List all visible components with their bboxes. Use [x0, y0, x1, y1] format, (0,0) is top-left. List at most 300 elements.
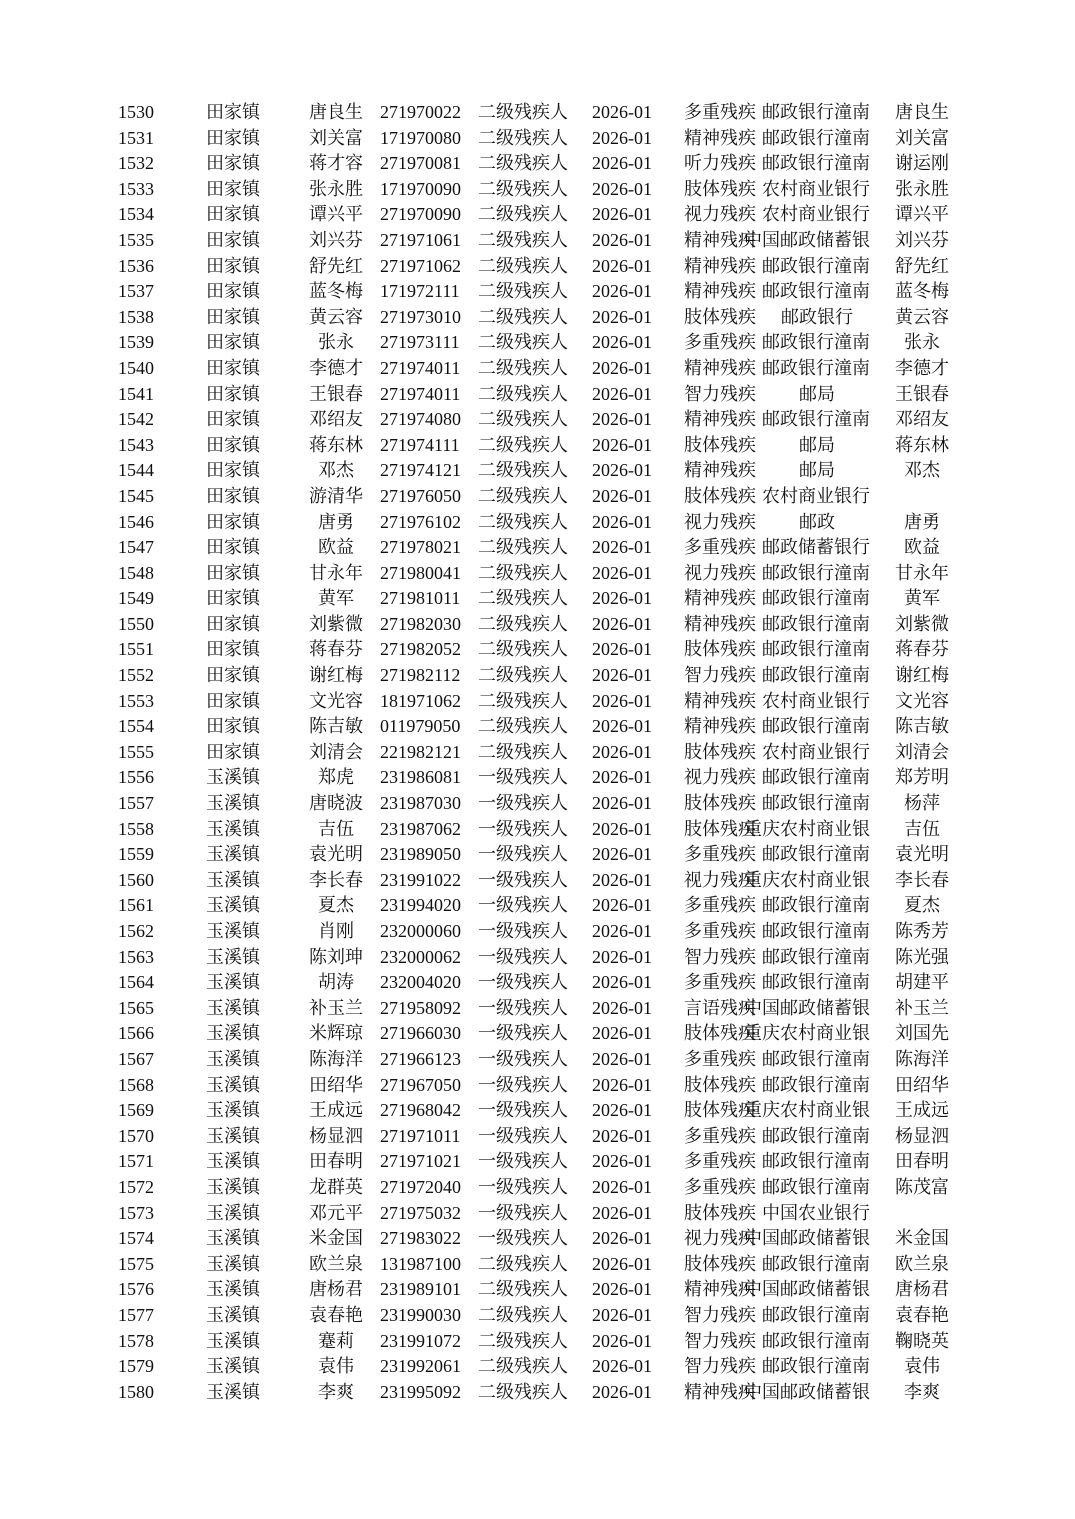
date-cell: 2026-01: [592, 178, 652, 199]
table-row: [0, 1201, 1075, 1227]
disability-level-cell: 二级残疾人: [478, 639, 568, 661]
name-cell: 文光容: [309, 690, 363, 712]
disability-level-cell: 一级残疾人: [478, 1100, 568, 1122]
table-row: [0, 561, 1075, 587]
row-number: 1538: [118, 306, 154, 327]
table-row: [0, 279, 1075, 305]
disability-level-cell: 一级残疾人: [478, 946, 568, 968]
table-row: [0, 893, 1075, 919]
data-table: [0, 100, 1075, 1405]
name-cell: 谭兴平: [309, 204, 363, 226]
id-number-cell: 271967050: [380, 1074, 461, 1095]
date-cell: 2026-01: [592, 102, 652, 122]
name-cell: 夏杰: [318, 895, 354, 917]
id-number-cell: 271968042: [380, 1100, 461, 1121]
town-cell: 田家镇: [206, 434, 260, 456]
town-cell: 田家镇: [206, 409, 260, 431]
id-number-cell: 271974111: [380, 434, 460, 455]
bank-cell: 邮政银行潼南: [762, 767, 870, 789]
date-cell: 2026-01: [592, 997, 652, 1018]
disability-type-cell: 肢体残疾: [684, 1100, 756, 1122]
disability-level-cell: 一级残疾人: [478, 1151, 568, 1173]
town-cell: 玉溪镇: [206, 1074, 260, 1096]
date-cell: 2026-01: [592, 1202, 652, 1223]
name-cell: 陈海洋: [309, 1048, 363, 1070]
disability-level-cell: 二级残疾人: [478, 1330, 568, 1352]
name-cell: 刘紫微: [309, 613, 363, 635]
town-cell: 玉溪镇: [206, 1381, 260, 1403]
name-cell: 邓杰: [318, 460, 354, 482]
row-number: 1557: [118, 793, 154, 814]
disability-type-cell: 精神残疾: [684, 255, 756, 277]
disability-level-cell: 二级残疾人: [478, 1381, 568, 1403]
id-number-cell: 271971021: [380, 1151, 461, 1172]
row-number: 1577: [118, 1304, 154, 1325]
row-number: 1566: [118, 1023, 154, 1044]
disability-type-cell: 肢体残疾: [684, 818, 756, 840]
name-cell: 杨显泗: [309, 1125, 363, 1147]
table-row: [0, 765, 1075, 791]
name-cell: 袁光明: [309, 844, 363, 866]
date-cell: 2026-01: [592, 665, 652, 686]
disability-level-cell: 一级残疾人: [478, 921, 568, 942]
table-row: [0, 1175, 1075, 1201]
name-cell: 米辉琼: [309, 1023, 363, 1045]
payee-cell: 邓杰: [904, 460, 940, 482]
bank-cell: 邮政银行: [781, 306, 853, 328]
row-number: 1547: [118, 537, 154, 558]
bank-cell: 邮政银行潼南: [762, 972, 870, 994]
row-number: 1550: [118, 613, 154, 634]
disability-level-cell: 一级残疾人: [478, 1176, 568, 1198]
payee-cell: 张永: [904, 332, 940, 354]
bank-cell: 农村商业银行: [762, 204, 870, 226]
disability-type-cell: 多重残疾: [684, 895, 756, 917]
row-number: 1559: [118, 844, 154, 865]
bank-cell: 邮政银行潼南: [762, 281, 870, 303]
name-cell: 袁伟: [318, 1356, 354, 1378]
town-cell: 玉溪镇: [206, 997, 260, 1019]
payee-cell: 陈茂富: [895, 1176, 949, 1198]
row-number: 1531: [118, 127, 154, 148]
table-row: [0, 228, 1075, 254]
bank-cell: 重庆农村商业银: [744, 1100, 870, 1122]
name-cell: 吉伍: [318, 818, 354, 840]
disability-type-cell: 视力残疾: [684, 511, 756, 533]
payee-cell: 刘关富: [895, 127, 949, 149]
payee-cell: 陈秀芳: [895, 921, 949, 942]
payee-cell: 蒋春芬: [895, 639, 949, 661]
row-number: 1568: [118, 1074, 154, 1095]
disability-type-cell: 肢体残疾: [684, 1202, 756, 1224]
bank-cell: 中国农业银行: [762, 1202, 870, 1224]
town-cell: 田家镇: [206, 153, 260, 175]
disability-level-cell: 二级残疾人: [478, 127, 568, 149]
date-cell: 2026-01: [592, 613, 652, 634]
disability-level-cell: 一级残疾人: [478, 1125, 568, 1147]
disability-type-cell: 肢体残疾: [684, 741, 756, 763]
disability-level-cell: 二级残疾人: [478, 332, 568, 354]
bank-cell: 邮政银行潼南: [762, 588, 870, 610]
row-number: 1556: [118, 767, 154, 788]
table-row: [0, 202, 1075, 228]
date-cell: 2026-01: [592, 562, 652, 583]
disability-type-cell: 精神残疾: [684, 357, 756, 379]
disability-type-cell: 听力残疾: [684, 153, 756, 175]
id-number-cell: 221982121: [380, 741, 461, 762]
table-row: [0, 126, 1075, 152]
row-number: 1574: [118, 1228, 154, 1249]
id-number-cell: 271974121: [380, 460, 461, 481]
date-cell: 2026-01: [592, 306, 652, 327]
id-number-cell: 271971061: [380, 229, 461, 250]
table-row: [0, 100, 1075, 126]
town-cell: 玉溪镇: [206, 1330, 260, 1352]
date-cell: 2026-01: [592, 1279, 652, 1300]
name-cell: 李德才: [309, 357, 363, 379]
disability-type-cell: 多重残疾: [684, 844, 756, 866]
disability-level-cell: 二级残疾人: [478, 460, 568, 482]
town-cell: 田家镇: [206, 178, 260, 200]
name-cell: 甘永年: [309, 562, 363, 584]
payee-cell: 袁光明: [895, 844, 949, 866]
disability-type-cell: 多重残疾: [684, 332, 756, 354]
payee-cell: 夏杰: [904, 895, 940, 917]
disability-level-cell: 一级残疾人: [478, 767, 568, 789]
date-cell: 2026-01: [592, 716, 652, 737]
bank-cell: 邮政银行潼南: [762, 921, 870, 942]
town-cell: 田家镇: [206, 281, 260, 303]
table-row: [0, 842, 1075, 868]
payee-cell: 陈吉敏: [895, 716, 949, 738]
town-cell: 田家镇: [206, 665, 260, 687]
name-cell: 蒋春芬: [309, 639, 363, 661]
id-number-cell: 271973111: [380, 332, 460, 353]
bank-cell: 中国邮政储蓄银: [744, 1279, 870, 1301]
date-cell: 2026-01: [592, 1125, 652, 1146]
date-cell: 2026-01: [592, 1330, 652, 1351]
date-cell: 2026-01: [592, 690, 652, 711]
town-cell: 玉溪镇: [206, 895, 260, 917]
town-cell: 玉溪镇: [206, 972, 260, 994]
disability-level-cell: 二级残疾人: [478, 255, 568, 277]
table-row: [0, 330, 1075, 356]
disability-level-cell: 一级残疾人: [478, 997, 568, 1019]
row-number: 1542: [118, 409, 154, 430]
date-cell: 2026-01: [592, 332, 652, 353]
disability-level-cell: 一级残疾人: [478, 869, 568, 891]
bank-cell: 邮政银行潼南: [762, 844, 870, 866]
bank-cell: 农村商业银行: [762, 178, 870, 200]
id-number-cell: 231991022: [380, 869, 461, 890]
payee-cell: 袁春艳: [895, 1304, 949, 1326]
bank-cell: 中国邮政储蓄银: [744, 997, 870, 1019]
date-cell: 2026-01: [592, 255, 652, 276]
id-number-cell: 271970090: [380, 204, 461, 225]
town-cell: 玉溪镇: [206, 1176, 260, 1198]
date-cell: 2026-01: [592, 1048, 652, 1069]
date-cell: 2026-01: [592, 844, 652, 865]
town-cell: 田家镇: [206, 588, 260, 610]
row-number: 1573: [118, 1202, 154, 1223]
bank-cell: 邮局: [799, 434, 835, 456]
bank-cell: 农村商业银行: [762, 690, 870, 712]
row-number: 1537: [118, 281, 154, 302]
payee-cell: 舒先红: [895, 255, 949, 277]
payee-cell: 吉伍: [904, 818, 940, 840]
table-row: [0, 151, 1075, 177]
name-cell: 米金国: [309, 1228, 363, 1250]
disability-level-cell: 二级残疾人: [478, 511, 568, 533]
payee-cell: 补玉兰: [895, 997, 949, 1019]
id-number-cell: 271982030: [380, 613, 461, 634]
town-cell: 玉溪镇: [206, 1279, 260, 1301]
disability-level-cell: 二级残疾人: [478, 383, 568, 405]
bank-cell: 邮政银行潼南: [762, 1356, 870, 1378]
town-cell: 玉溪镇: [206, 1048, 260, 1070]
date-cell: 2026-01: [592, 1253, 652, 1274]
payee-cell: 陈海洋: [895, 1048, 949, 1070]
table-row: [0, 791, 1075, 817]
bank-cell: 邮政银行潼南: [762, 665, 870, 687]
bank-cell: 邮政银行潼南: [762, 357, 870, 379]
disability-type-cell: 精神残疾: [684, 588, 756, 610]
town-cell: 田家镇: [206, 613, 260, 635]
disability-level-cell: 二级残疾人: [478, 588, 568, 610]
payee-cell: 田绍华: [895, 1074, 949, 1096]
name-cell: 舒先红: [309, 255, 363, 277]
bank-cell: 邮政银行潼南: [762, 562, 870, 584]
payee-cell: 蒋东林: [895, 434, 949, 456]
row-number: 1534: [118, 204, 154, 225]
disability-level-cell: 二级残疾人: [478, 281, 568, 303]
bank-cell: 邮政银行潼南: [762, 1048, 870, 1070]
disability-level-cell: 一级残疾人: [478, 1202, 568, 1224]
row-number: 1560: [118, 869, 154, 890]
table-row: [0, 433, 1075, 459]
town-cell: 玉溪镇: [206, 869, 260, 891]
disability-type-cell: 精神残疾: [684, 613, 756, 635]
disability-level-cell: 二级残疾人: [478, 741, 568, 763]
id-number-cell: 231991072: [380, 1330, 461, 1351]
table-row: [0, 714, 1075, 740]
date-cell: 2026-01: [592, 357, 652, 378]
disability-level-cell: 二级残疾人: [478, 716, 568, 738]
id-number-cell: 231989101: [380, 1279, 461, 1300]
bank-cell: 邮政银行潼南: [762, 1330, 870, 1352]
row-number: 1546: [118, 511, 154, 532]
disability-level-cell: 一级残疾人: [478, 972, 568, 994]
name-cell: 陈吉敏: [309, 716, 363, 738]
disability-level-cell: 二级残疾人: [478, 1356, 568, 1378]
disability-level-cell: 二级残疾人: [478, 357, 568, 379]
town-cell: 玉溪镇: [206, 1151, 260, 1173]
row-number: 1558: [118, 818, 154, 839]
town-cell: 玉溪镇: [206, 818, 260, 840]
name-cell: 刘兴芬: [309, 229, 363, 251]
date-cell: 2026-01: [592, 485, 652, 506]
payee-cell: 张永胜: [895, 178, 949, 200]
bank-cell: 重庆农村商业银: [744, 1023, 870, 1045]
id-number-cell: 271982052: [380, 639, 461, 660]
date-cell: 2026-01: [592, 767, 652, 788]
town-cell: 田家镇: [206, 537, 260, 559]
table-row: [0, 1252, 1075, 1278]
id-number-cell: 171970080: [380, 127, 461, 148]
table-row: [0, 356, 1075, 382]
payee-cell: 蓝冬梅: [895, 281, 949, 303]
id-number-cell: 271981011: [380, 588, 461, 609]
disability-level-cell: 二级残疾人: [478, 102, 568, 123]
name-cell: 刘清会: [309, 741, 363, 763]
disability-type-cell: 精神残疾: [684, 1279, 756, 1301]
payee-cell: 陈光强: [895, 946, 949, 968]
table-row: [0, 1073, 1075, 1099]
table-row: [0, 1124, 1075, 1150]
table-row: [0, 1303, 1075, 1329]
disability-type-cell: 多重残疾: [684, 1151, 756, 1173]
bank-cell: 中国邮政储蓄银: [744, 229, 870, 251]
name-cell: 唐勇: [318, 511, 354, 533]
bank-cell: 中国邮政储蓄银: [744, 1381, 870, 1403]
id-number-cell: 271966030: [380, 1023, 461, 1044]
name-cell: 田春明: [309, 1151, 363, 1173]
id-number-cell: 231987030: [380, 793, 461, 814]
disability-level-cell: 二级残疾人: [478, 306, 568, 328]
row-number: 1553: [118, 690, 154, 711]
town-cell: 玉溪镇: [206, 1304, 260, 1326]
name-cell: 田绍华: [309, 1074, 363, 1096]
table-row: [0, 740, 1075, 766]
payee-cell: 鞠晓英: [895, 1330, 949, 1352]
disability-type-cell: 精神残疾: [684, 460, 756, 482]
disability-type-cell: 精神残疾: [684, 281, 756, 303]
bank-cell: 邮政银行潼南: [762, 793, 870, 815]
row-number: 1545: [118, 485, 154, 506]
disability-level-cell: 二级残疾人: [478, 665, 568, 687]
town-cell: 田家镇: [206, 127, 260, 149]
name-cell: 邓绍友: [309, 409, 363, 431]
disability-type-cell: 多重残疾: [684, 102, 756, 123]
disability-level-cell: 一级残疾人: [478, 1048, 568, 1070]
table-row: [0, 177, 1075, 203]
disability-level-cell: 一级残疾人: [478, 1228, 568, 1250]
disability-type-cell: 视力残疾: [684, 562, 756, 584]
id-number-cell: 271980041: [380, 562, 461, 583]
id-number-cell: 271970022: [380, 102, 461, 122]
id-number-cell: 271976102: [380, 511, 461, 532]
bank-cell: 邮政银行潼南: [762, 1176, 870, 1198]
name-cell: 唐杨君: [309, 1279, 363, 1301]
row-number: 1569: [118, 1100, 154, 1121]
id-number-cell: 232000060: [380, 921, 461, 941]
disability-level-cell: 二级残疾人: [478, 409, 568, 431]
table-row: [0, 1354, 1075, 1380]
date-cell: 2026-01: [592, 1100, 652, 1121]
id-number-cell: 271972040: [380, 1176, 461, 1197]
id-number-cell: 171970090: [380, 178, 461, 199]
table-row: [0, 1226, 1075, 1252]
id-number-cell: 231992061: [380, 1356, 461, 1377]
disability-type-cell: 精神残疾: [684, 229, 756, 251]
disability-level-cell: 二级残疾人: [478, 434, 568, 456]
date-cell: 2026-01: [592, 972, 652, 993]
table-row: [0, 612, 1075, 638]
id-number-cell: 011979050: [380, 716, 461, 737]
row-number: 1555: [118, 741, 154, 762]
payee-cell: 王成远: [895, 1100, 949, 1122]
id-number-cell: 271975032: [380, 1202, 461, 1223]
disability-level-cell: 二级残疾人: [478, 562, 568, 584]
date-cell: 2026-01: [592, 946, 652, 967]
name-cell: 郑虎: [318, 767, 354, 789]
payee-cell: 王银春: [895, 383, 949, 405]
table-row: [0, 637, 1075, 663]
disability-type-cell: 精神残疾: [684, 127, 756, 149]
town-cell: 田家镇: [206, 332, 260, 354]
date-cell: 2026-01: [592, 1176, 652, 1197]
payee-cell: 刘兴芬: [895, 229, 949, 251]
date-cell: 2026-01: [592, 741, 652, 762]
disability-level-cell: 一级残疾人: [478, 818, 568, 840]
town-cell: 田家镇: [206, 383, 260, 405]
row-number: 1579: [118, 1356, 154, 1377]
disability-type-cell: 智力残疾: [684, 383, 756, 405]
payee-cell: 黄军: [904, 588, 940, 610]
table-row: [0, 305, 1075, 331]
table-row: [0, 535, 1075, 561]
payee-cell: 唐勇: [904, 511, 940, 533]
row-number: 1571: [118, 1151, 154, 1172]
town-cell: 玉溪镇: [206, 1023, 260, 1045]
town-cell: 玉溪镇: [206, 844, 260, 866]
id-number-cell: 231987062: [380, 818, 461, 839]
row-number: 1552: [118, 665, 154, 686]
name-cell: 蓝冬梅: [309, 281, 363, 303]
date-cell: 2026-01: [592, 1023, 652, 1044]
row-number: 1541: [118, 383, 154, 404]
name-cell: 肖刚: [318, 921, 354, 942]
name-cell: 王成远: [309, 1100, 363, 1122]
id-number-cell: 271971011: [380, 1125, 461, 1146]
id-number-cell: 231986081: [380, 767, 461, 788]
bank-cell: 邮政银行潼南: [762, 332, 870, 354]
bank-cell: 邮政: [799, 511, 835, 533]
town-cell: 玉溪镇: [206, 1228, 260, 1250]
town-cell: 玉溪镇: [206, 1253, 260, 1275]
disability-level-cell: 二级残疾人: [478, 1253, 568, 1275]
payee-cell: 欧益: [904, 537, 940, 559]
table-row: [0, 663, 1075, 689]
disability-type-cell: 肢体残疾: [684, 306, 756, 328]
table-row: [0, 689, 1075, 715]
bank-cell: 邮政银行潼南: [762, 153, 870, 175]
row-number: 1543: [118, 434, 154, 455]
date-cell: 2026-01: [592, 1228, 652, 1249]
disability-type-cell: 精神残疾: [684, 409, 756, 431]
name-cell: 唐晓波: [309, 793, 363, 815]
row-number: 1554: [118, 716, 154, 737]
name-cell: 补玉兰: [309, 997, 363, 1019]
disability-type-cell: 肢体残疾: [684, 1253, 756, 1275]
bank-cell: 邮政银行潼南: [762, 1151, 870, 1173]
disability-level-cell: 一级残疾人: [478, 1023, 568, 1045]
id-number-cell: 232000062: [380, 946, 461, 967]
disability-level-cell: 一级残疾人: [478, 793, 568, 815]
bank-cell: 农村商业银行: [762, 485, 870, 507]
disability-type-cell: 智力残疾: [684, 665, 756, 687]
disability-level-cell: 一级残疾人: [478, 844, 568, 866]
